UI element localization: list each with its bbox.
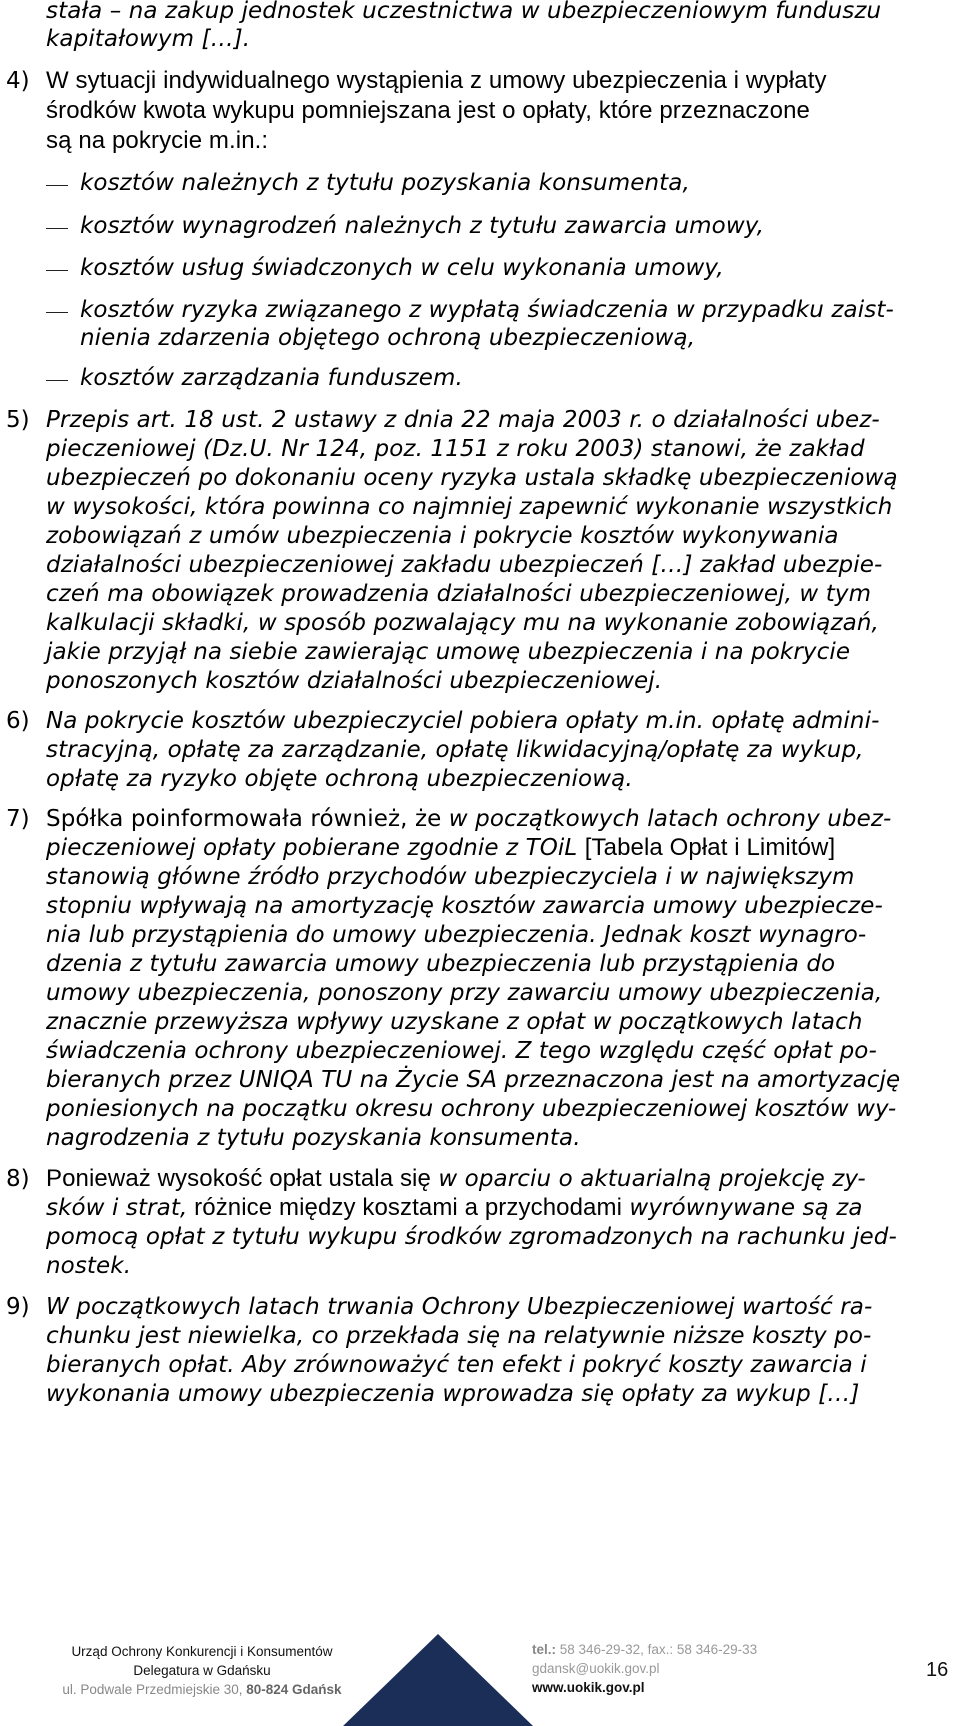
- text-line: [46, 833, 835, 863]
- page-footer: [0, 1620, 960, 1723]
- list-number: 8): [6, 1166, 30, 1192]
- text-line: zobowiązań z umów ubezpieczenia i pokrycie kosztów wykonywania: [46, 523, 839, 549]
- text-line: opłatę za ryzyko objęte ochroną ubezpieczeniową.: [46, 766, 633, 792]
- text-line: kalkulacji składki, w sposób pozwalający mu na wykonanie zobowiązań,: [46, 610, 879, 636]
- text-span: Ponieważ wysokość opłat ustala się: [46, 1165, 431, 1192]
- text-line: Przepis art. 18 ust. 2 ustawy z dnia 22 maja 2003 r. o działalności ubez-: [46, 407, 880, 433]
- text-line: kapitałowym […].: [46, 26, 251, 52]
- text-span: Spółka poinformowała również, że: [46, 806, 442, 832]
- dash-bullet: [46, 185, 68, 186]
- list-item: kosztów usług świadczonych w celu wykonania umowy,: [80, 255, 724, 281]
- text-span: sków i strat,: [46, 1195, 188, 1221]
- text-span: wyrównywane są za: [622, 1195, 863, 1221]
- text-line: nia lub przystąpienia do umowy ubezpieczenia. Jednak koszt wynagro-: [46, 922, 867, 948]
- list-item: kosztów zarządzania funduszem.: [80, 365, 463, 391]
- org-address: [52, 1680, 352, 1699]
- dash-bullet: [46, 228, 68, 229]
- address-postcode: 80-824 Gdańsk: [246, 1682, 342, 1697]
- tel-value: 58 346-29-32, fax.: 58 346-29-33: [556, 1642, 758, 1657]
- text-line: pieczeniowej (Dz.U. Nr 124, poz. 1151 z roku 2003) stanowi, że zakład: [46, 436, 865, 462]
- text-line: są na pokrycie m.in.:: [46, 127, 269, 154]
- text-line: w wysokości, która powinna co najmniej zapewnić wykonanie wszystkich: [46, 494, 893, 520]
- text-span: pieczeniowej opłaty pobierane zgodnie z TOiL: [46, 835, 585, 861]
- text-line: stracyjną, opłatę za zarządzanie, opłatę likwidacyjną/opłatę za wykup,: [46, 737, 864, 763]
- address-street: ul. Podwale Przedmiejskie 30,: [62, 1682, 243, 1697]
- footer-contact: [532, 1640, 757, 1697]
- page-number: 16: [926, 1659, 949, 1681]
- list-number: 5): [6, 407, 30, 433]
- list-item: kosztów wynagrodzeń należnych z tytułu zawarcia umowy,: [80, 213, 765, 239]
- dash-bullet: [46, 312, 68, 313]
- text-line: Na pokrycie kosztów ubezpieczyciel pobiera opłaty m.in. opłatę admini-: [46, 708, 880, 734]
- uokik-logo-triangle-icon: [343, 1634, 533, 1726]
- text-line: chunku jest niewielka, co przekłada się na relatywnie niższe koszty po-: [46, 1323, 872, 1349]
- text-line: stopniu wpływają na amortyzację kosztów zawarcia umowy ubezpiecze-: [46, 893, 883, 919]
- text-span: w początkowych latach ochrony ubez-: [441, 806, 892, 832]
- text-line: środków kwota wykupu pomniejszana jest o opłaty, które przeznaczone: [46, 97, 810, 124]
- text-line: pomocą opłat z tytułu wykupu środków zgromadzonych na rachunku jed-: [46, 1224, 897, 1250]
- contact-email[interactable]: gdansk@uokik.gov.pl: [532, 1661, 660, 1676]
- org-name: Urząd Ochrony Konkurencji i Konsumentów: [71, 1644, 333, 1659]
- list-number: 7): [6, 806, 30, 832]
- text-line: ubezpieczeń po dokonaniu oceny ryzyka ustala składkę ubezpieczeniową: [46, 465, 898, 491]
- dash-bullet: [46, 270, 68, 271]
- list-number: 6): [6, 708, 30, 734]
- text-line: ponoszonych kosztów działalności ubezpieczeniowej.: [46, 668, 663, 694]
- text-line: poniesionych na początku okresu ochrony ubezpieczeniowej kosztów wy-: [46, 1096, 897, 1122]
- text-line: bieranych opłat. Aby zrównoważyć ten efekt i pokryć koszty zawarcia i: [46, 1352, 867, 1378]
- text-line: nagrodzenia z tytułu pozyskania konsumenta.: [46, 1125, 581, 1151]
- text-line: W sytuacji indywidualnego wystąpienia z umowy ubezpieczenia i wypłaty: [46, 67, 827, 94]
- org-branch: Delegatura w Gdańsku: [133, 1663, 271, 1678]
- list-number: 4): [6, 68, 30, 94]
- text-line: [46, 1193, 863, 1223]
- text-line: działalności ubezpieczeniowej zakładu ubezpieczeń […] zakład ubezpie-: [46, 552, 883, 578]
- text-line: bieranych przez UNIQA TU na Życie SA przeznaczona jest na amortyzację: [46, 1067, 901, 1093]
- text-line: wykonania umowy ubezpieczenia wprowadza się opłaty za wykup […]: [46, 1381, 860, 1407]
- text-span: różnice między kosztami a przychodami: [187, 1194, 623, 1221]
- dash-bullet: [46, 380, 68, 381]
- text-line: [46, 804, 891, 834]
- list-item: kosztów ryzyka związanego z wypłatą świadczenia w przypadku zaist-: [80, 297, 894, 323]
- text-span: [Tabela Opłat i Limitów]: [584, 834, 836, 861]
- text-line: świadczenia ochrony ubezpieczeniowej. Z tego względu część opłat po-: [46, 1038, 877, 1064]
- text-line: czeń ma obowiązek prowadzenia działalności ubezpieczeniowej, w tym: [46, 581, 872, 607]
- footer-organization: [52, 1642, 352, 1699]
- text-line: nostek.: [46, 1253, 132, 1279]
- text-line: znacznie przewyższa wpływy uzyskane z opłat w początkowych latach: [46, 1009, 863, 1035]
- text-line: stanowią główne źródło przychodów ubezpieczyciela i w największym: [46, 864, 855, 890]
- list-item: nienia zdarzenia objętego ochroną ubezpieczeniową,: [80, 325, 696, 351]
- text-line: umowy ubezpieczenia, ponoszony przy zawarciu umowy ubezpieczenia,: [46, 980, 883, 1006]
- tel-label: tel.:: [532, 1642, 557, 1657]
- text-span: w oparciu o aktuarialną projekcję zy-: [430, 1166, 866, 1192]
- contact-website[interactable]: www.uokik.gov.pl: [532, 1680, 645, 1695]
- text-line: [46, 1164, 866, 1194]
- text-line: dzenia z tytułu zawarcia umowy ubezpieczenia lub przystąpienia do: [46, 951, 836, 977]
- text-line: W początkowych latach trwania Ochrony Ubezpieczeniowej wartość ra-: [46, 1294, 873, 1320]
- list-item: kosztów należnych z tytułu pozyskania konsumenta,: [80, 170, 690, 196]
- contact-phone: [532, 1640, 757, 1659]
- text-line: jakie przyjął na siebie zawierając umowę ubezpieczenia i na pokrycie: [46, 639, 851, 665]
- text-line: stała – na zakup jednostek uczestnictwa w ubezpieczeniowym funduszu: [46, 0, 882, 24]
- list-number: 9): [6, 1294, 30, 1320]
